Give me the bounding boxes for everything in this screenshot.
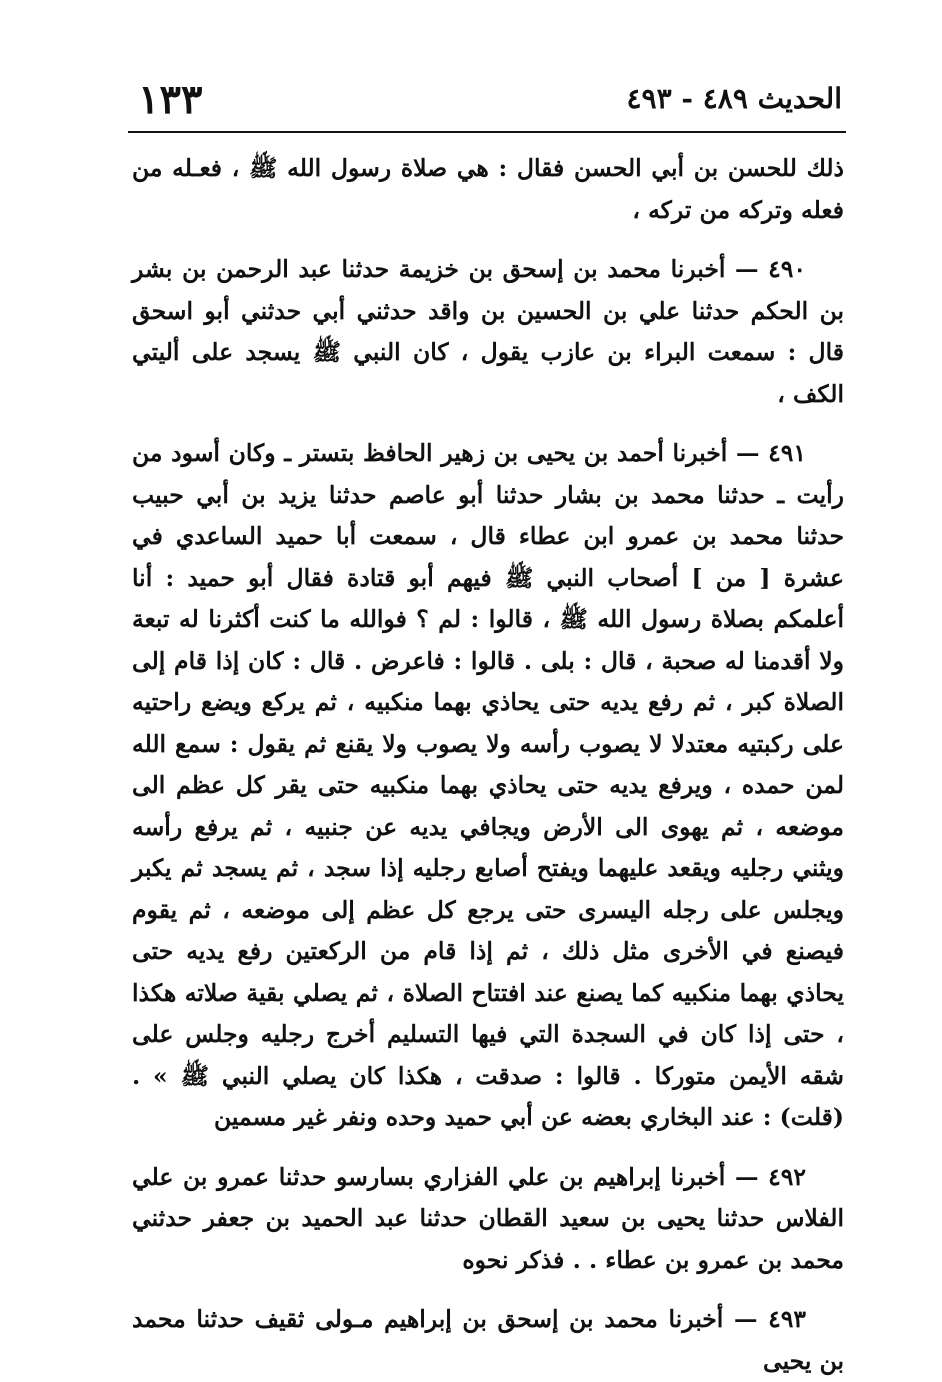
hadith-paragraph-493 [132,1299,844,1382]
hadith-paragraph-491 [132,433,844,1139]
hadith-paragraph-490 [132,249,844,415]
running-title: الحديث ٤٨٩ - ٤٩٣ [626,82,842,115]
paragraph-text: — أخبرنا محمد بن إسحق بن إبراهيم مـولى ثقيف حدثنا محمد بن يحيى [132,1305,844,1375]
page-body [132,148,844,1382]
page-header [128,76,842,128]
header-rule [128,131,846,133]
paragraph-continuation [132,148,844,231]
hadith-number: ٤٩٢ [768,1162,806,1191]
paragraph-text: — أخبرنا أحمد بن يحيى بن زهير الحافظ بتستر ـ وكان أسود من رأيت ـ حدثنا محمد بن بشار حدثنا أبو عاصم حدثنا يزيد بن أبي حبيب حدثنا محمد بن عمرو ابن عطاء قال ، سمعت أبا حميد الساعدي في عشرة [ من ] أصحاب النبي ﷺ فيهم أبو قتادة فقال أبو حميد : أنا أعلمكم بصلاة رسول الله ﷺ ، قالوا : لم ؟ فوالله ما كنت أكثرنا له تبعة ولا أقدمنا له صحبة ، قال : بلى . قالوا : فاعرض . قال : كان إذا قام إلى الصلاة كبر ، ثم رفع يديه حتى يحاذي بهما منكبيه ، ثم يركع ويضع راحتيه على ركبتيه معتدلا لا يصوب رأسه ولا يصوب ولا يقنع ثم يقول : سمع الله لمن حمده ، ويرفع يديه حتى يحاذي بهما منكبيه حتى يقر كل عظم الى موضعه ، ثم يهوى الى الأرض ويجافي يديه عن جنبيه ، ثم يرفع رأسه ويثني رجليه ويقعد عليهما ويفتح أصابع رجليه إذا سجد ، ثم يسجد ثم يكبر ويجلس على رجله اليسرى حتى يرجع كل عظم إلى موضعه ، ثم يقوم فيصنع في الأخرى مثل ذلك ، ثم إذا قام من الركعتين رفع يديه حتى يحاذي بهما منكبيه كما يصنع عند افتتاح الصلاة ، ثم يصلي بقية صلاته هكذا ، حتى إذا كان في السجدة التي فيها التسليم أخرج رجليه وجلس على شقه الأيمن متوركا . قالوا : صدقت ، هكذا كان يصلي النبي ﷺ » . (قلت) : عند البخاري بعضه عن أبي حميد وحده ونفر غير مسمين [132,439,844,1131]
page-number: ١٣٣ [138,76,203,123]
paragraph-text: ذلك للحسن بن أبي الحسن فقال : هي صلاة رسول الله ﷺ ، فعـله من فعله وتركه من تركه ، [132,154,844,224]
paragraph-text: — أخبرنا إبراهيم بن علي الفزاري بسارسو حدثنا عمرو بن علي الفلاس حدثنا يحيى بن سعيد القطان حدثنا عبد الحميد بن جعفر حدثني محمد بن عمرو بن عطاء . . فذكر نحوه [132,1162,844,1274]
hadith-number: ٤٩١ [768,439,806,467]
hadith-number: ٤٩٠ [768,255,806,283]
paragraph-text: — أخبرنا محمد بن إسحق بن خزيمة حدثنا عبد الرحمن بن بشر بن الحكم حدثنا علي بن الحسين بن واقد حدثني أبي حدثني أبو اسحق قال : سمعت البراء بن عازب يقول ، كان النبي ﷺ يسجد على أليتي الكف ، [132,255,844,408]
hadith-paragraph-492 [132,1157,844,1282]
hadith-number: ٤٩٣ [768,1305,806,1333]
